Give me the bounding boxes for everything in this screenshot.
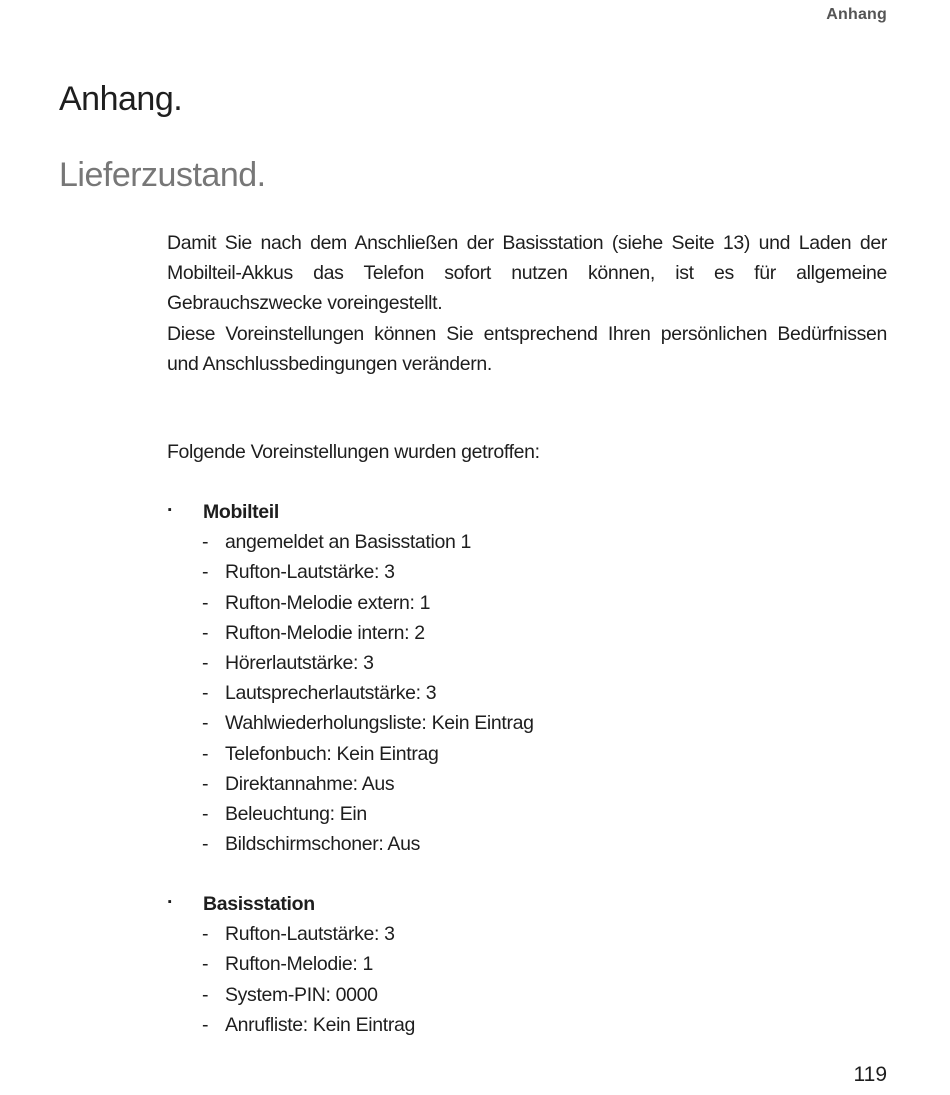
list-item-text: Anrufliste: Kein Eintrag: [225, 1013, 415, 1036]
list-item-text: Bildschirmschoner: Aus: [225, 833, 420, 856]
list-item-text: angemeldet an Basisstation 1: [225, 531, 472, 554]
list-item: [167, 919, 887, 949]
list-item-text: Lautsprecherlautstärke: 3: [225, 682, 437, 705]
settings-list: [167, 527, 887, 859]
group-heading: [167, 497, 887, 527]
settings-group-basisstation: [167, 889, 887, 1040]
intro-paragraph: Diese Voreinstellungen können Sie entsprechend Ihren persönlichen Bedürfnissen und Anschlussbedingungen verändern.: [167, 322, 887, 375]
bullet-icon: ·: [167, 891, 174, 914]
dash-icon: -: [202, 651, 209, 674]
dash-icon: -: [202, 772, 209, 795]
list-item: [167, 527, 887, 557]
list-item: [167, 648, 887, 678]
group-title: Basisstation: [203, 893, 315, 916]
list-item-text: Beleuchtung: Ein: [225, 802, 367, 825]
dash-icon: -: [202, 561, 209, 584]
list-item: [167, 557, 887, 587]
dash-icon: -: [202, 531, 209, 554]
dash-icon: -: [202, 953, 209, 976]
settings-group-mobilteil: [167, 497, 887, 859]
list-item-text: Direktannahme: Aus: [225, 772, 395, 795]
list-item: [167, 588, 887, 618]
list-item: [167, 980, 887, 1010]
page-number: 119: [853, 1063, 887, 1086]
dash-icon: -: [202, 923, 209, 946]
dash-icon: -: [202, 591, 209, 614]
chapter-title: Anhang.: [59, 80, 183, 118]
section-title: Lieferzustand.: [59, 156, 266, 194]
list-item-text: Rufton-Melodie extern: 1: [225, 591, 431, 614]
list-item-text: System-PIN: 0000: [225, 983, 378, 1006]
dash-icon: -: [202, 1013, 209, 1036]
list-item: [167, 708, 887, 738]
list-item: [167, 769, 887, 799]
intro-block: [167, 228, 887, 380]
settings-list: [167, 919, 887, 1040]
list-item: [167, 739, 887, 769]
dash-icon: -: [202, 621, 209, 644]
list-item: [167, 678, 887, 708]
list-item: [167, 949, 887, 979]
running-header: Anhang: [826, 6, 887, 23]
dash-icon: -: [202, 802, 209, 825]
list-item: [167, 618, 887, 648]
intro-paragraph: Damit Sie nach dem Anschließen der Basisstation (siehe Seite 13) und Laden der Mobilteil-Akkus das Telefon sofort nutzen können, ist es für allgemeine Gebrauchszwecke voreingestellt.: [167, 232, 887, 315]
dash-icon: -: [202, 712, 209, 735]
list-item-text: Rufton-Lautstärke: 3: [225, 561, 395, 584]
list-item-text: Rufton-Lautstärke: 3: [225, 923, 395, 946]
dash-icon: -: [202, 742, 209, 765]
list-item: [167, 799, 887, 829]
list-item-text: Hörerlautstärke: 3: [225, 651, 374, 674]
list-item-text: Rufton-Melodie: 1: [225, 953, 373, 976]
group-heading: [167, 889, 887, 919]
dash-icon: -: [202, 983, 209, 1006]
dash-icon: -: [202, 682, 209, 705]
list-item-text: Telefonbuch: Kein Eintrag: [225, 742, 439, 765]
list-item-text: Rufton-Melodie intern: 2: [225, 621, 425, 644]
group-title: Mobilteil: [203, 501, 279, 524]
list-item-text: Wahlwiederholungsliste: Kein Eintrag: [225, 712, 534, 735]
dash-icon: -: [202, 833, 209, 856]
body-content: [167, 228, 887, 1040]
list-item: [167, 829, 887, 859]
list-item: [167, 1010, 887, 1040]
lead-text: Folgende Voreinstellungen wurden getroffen:: [167, 441, 540, 463]
bullet-icon: ·: [167, 499, 174, 522]
